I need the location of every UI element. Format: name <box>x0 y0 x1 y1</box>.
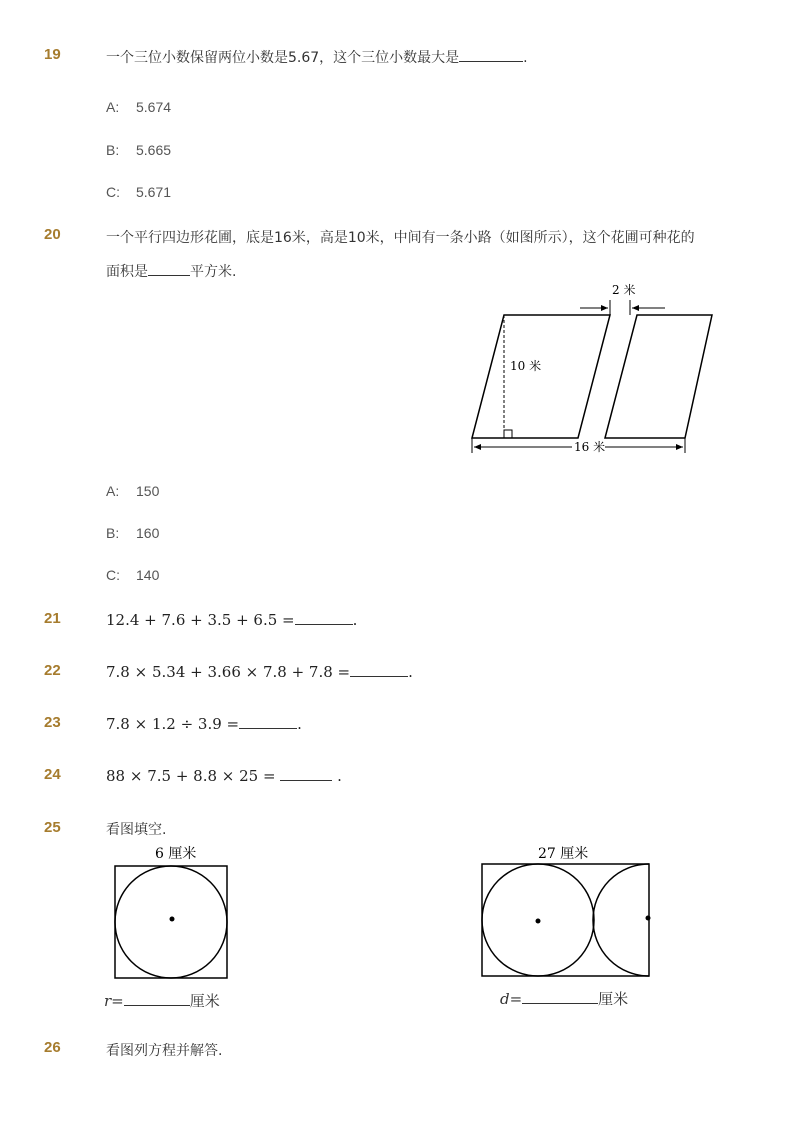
rectangle <box>482 864 649 976</box>
tail: . <box>337 767 342 785</box>
question-19-tail: . <box>523 50 528 66</box>
square-circle-figure <box>100 838 260 1013</box>
half-circle <box>593 864 649 976</box>
option-label: C: <box>106 184 120 200</box>
option-a[interactable] <box>106 483 159 499</box>
question-20-line1: 一个平行四边形花圃，底是16米，高是10米，中间有一条小路（如图所示），这个花圃可种花的 <box>106 230 695 246</box>
height-label: 10 米 <box>510 359 542 373</box>
expression: 7.8 × 5.34 + 3.66 × 7.8 + 7.8 = <box>106 663 351 681</box>
question-24-expression <box>106 766 342 785</box>
tail: . <box>408 663 413 681</box>
option-value: 150 <box>136 483 160 499</box>
option-label: A: <box>106 483 120 499</box>
answer-blank[interactable] <box>295 610 353 625</box>
option-c[interactable] <box>106 184 171 200</box>
option-a[interactable] <box>106 99 171 115</box>
answer-blank[interactable] <box>148 261 190 276</box>
answer-prefix: r= <box>104 992 124 1010</box>
tail: . <box>352 611 358 629</box>
question-number-19: 19 <box>44 46 61 63</box>
answer-unit: 厘米 <box>598 990 629 1008</box>
question-25-text: 看图填空. <box>106 822 167 838</box>
question-number-20: 20 <box>44 226 61 243</box>
option-value: 5.674 <box>136 99 172 115</box>
question-20-unit: 平方米. <box>190 264 237 280</box>
question-number-24: 24 <box>44 766 61 783</box>
question-23-expression <box>106 714 302 733</box>
question-21-expression <box>106 610 357 629</box>
option-value: 5.665 <box>136 142 172 158</box>
option-label: B: <box>106 525 120 541</box>
option-label: B: <box>106 142 120 158</box>
question-26-text: 看图列方程并解答. <box>106 1043 223 1059</box>
question-number-22: 22 <box>44 662 61 679</box>
option-label: A: <box>106 99 120 115</box>
option-value: 140 <box>136 567 160 583</box>
question-20-line2 <box>106 261 236 281</box>
answer-prefix: d= <box>500 990 523 1008</box>
expression: 7.8 × 1.2 ÷ 3.9 = <box>106 715 240 733</box>
rectangle-circles-figure <box>470 838 670 1013</box>
answer-blank[interactable] <box>522 989 598 1004</box>
option-c[interactable] <box>106 567 159 583</box>
right-parallelogram <box>605 315 712 438</box>
right-angle-mark <box>504 430 512 438</box>
option-value: 160 <box>136 525 160 541</box>
option-b[interactable] <box>106 142 171 158</box>
answer-d <box>500 988 628 1009</box>
left-parallelogram <box>472 315 610 438</box>
parallelogram-garden-figure <box>460 280 730 460</box>
option-b[interactable] <box>106 525 159 541</box>
option-label: C: <box>106 567 120 583</box>
question-19-text <box>106 47 528 67</box>
expression: 88 × 7.5 + 8.8 × 25 = <box>106 767 276 785</box>
question-22-expression <box>106 662 413 681</box>
base-label: 16 米 <box>574 440 606 454</box>
half-circle-center-dot <box>646 916 651 921</box>
expression: 12.4 + 7.6 + 3.5 + 6.5 = <box>106 611 295 629</box>
rectangle-length-label: 27 厘米 <box>538 846 589 862</box>
question-20-stem: 面积是 <box>106 264 148 280</box>
answer-blank[interactable] <box>124 991 190 1006</box>
path-width-label: 2 米 <box>612 283 636 297</box>
answer-unit: 厘米 <box>189 992 220 1010</box>
answer-r <box>104 990 220 1011</box>
answer-blank[interactable] <box>459 47 523 62</box>
square-side-label: 6 厘米 <box>155 846 197 862</box>
center-dot <box>170 917 175 922</box>
answer-blank[interactable] <box>239 714 297 729</box>
option-value: 5.671 <box>136 184 172 200</box>
answer-blank[interactable] <box>280 766 332 781</box>
center-dot <box>536 919 541 924</box>
question-19-stem: 一个三位小数保留两位小数是5.67，这个三位小数最大是 <box>106 50 460 66</box>
tail: . <box>297 715 302 733</box>
answer-blank[interactable] <box>350 662 408 677</box>
inscribed-circle <box>115 866 227 978</box>
question-number-23: 23 <box>44 714 61 731</box>
question-number-21: 21 <box>44 610 61 627</box>
question-number-25: 25 <box>44 819 61 836</box>
question-number-26: 26 <box>44 1039 61 1056</box>
